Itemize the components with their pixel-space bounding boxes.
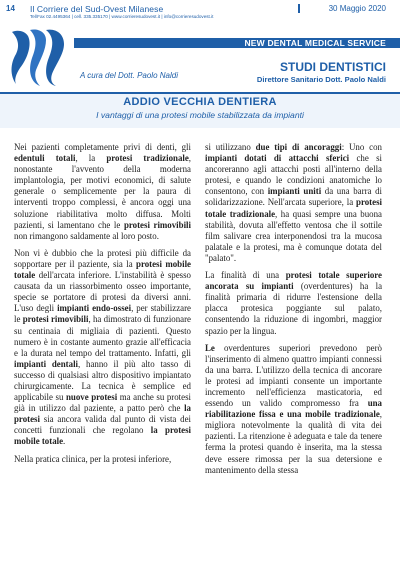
issue-date: 30 Maggio 2020 bbox=[328, 4, 386, 13]
bold-text: impianti dotati di attacchi sferici bbox=[205, 153, 350, 164]
paragraph bbox=[205, 142, 382, 264]
bold-text: Le bbox=[205, 342, 215, 353]
bold-text: protesi rimovibili bbox=[123, 219, 191, 230]
text: La finalità di una bbox=[205, 270, 286, 281]
text: , ha dimostrato di funzionare su centinaia di migliaia di pazienti. Questo numero è in costante aumento grazie all'efficacia e la durata nel tempo del trattamento. Infatti, gli bbox=[14, 314, 191, 358]
text: , migliora notevolmente la qualità di vita dei pazienti. La ritenzione è adeguata e tale da tenere ferma la protesi quando è inserita, ma la stessa deve essere rimossa per la sua detersione e mantenimento della stessa bbox=[205, 409, 382, 475]
article-headline: ADDIO VECCHIA DENTIERA bbox=[123, 96, 277, 108]
text: (overdentures) ha la finalità primaria di ridurre l'estensione della placca protesica poggiante sul palato, consentendo la riduzione di ingombri, maggior spazio per la lingua. bbox=[205, 281, 383, 336]
text: ma anche su protesi già in utilizzo dal paziente, a patto però che bbox=[14, 392, 191, 414]
bold-text: protesi tradizionale bbox=[106, 153, 189, 164]
text: Non vi è dubbio che la protesi più difficile da sopportare per il paziente, sia la bbox=[14, 247, 191, 269]
bold-text: protesi mobile totale bbox=[14, 258, 191, 281]
text: che si ancoreranno agli attacchi posti all'interno della protesi, e quando le condizioni anatomiche lo consentono, con bbox=[205, 153, 382, 197]
paragraph bbox=[14, 248, 191, 448]
director-line: Direttore Sanitario Dott. Paolo Naldi bbox=[256, 75, 386, 84]
masthead-divider bbox=[298, 4, 300, 13]
bold-text: una riabilitazione fissa e una mobile tradizionale bbox=[205, 398, 382, 420]
bold-text: nuove protesi bbox=[65, 392, 118, 403]
text: , nonostante l'avvento della moderna implantologia, per motivi economici, di salute generale o semplicemente per la paura di interventi troppo complessi, è ancora oggi una soluzione riabilitativa molto diffusa. Molti pazienti, si lamentano che le bbox=[14, 153, 192, 230]
bold-text: due tipi di ancoraggi bbox=[255, 142, 342, 152]
studi-title: STUDI DENTISTICI bbox=[279, 60, 386, 74]
bold-text: protesi totale tradizionale bbox=[205, 197, 382, 219]
text: , hanno il più alto tasso di successo di qualsiasi altro dispositivo impiantato chirurgicamente. La tecnica è semplice ed applicabile su bbox=[14, 358, 191, 403]
paragraph bbox=[205, 343, 382, 476]
text: si utilizzano bbox=[205, 142, 256, 152]
article-column-left bbox=[14, 142, 191, 471]
curated-by: A cura del Dott. Paolo Naldi bbox=[80, 71, 178, 80]
bold-text: protesi totale superiore ancorata su impianti bbox=[205, 270, 382, 292]
text: . bbox=[63, 436, 66, 447]
paragraph bbox=[14, 142, 191, 242]
article-column-right bbox=[205, 142, 382, 482]
text: , ha quasi sempre una buona stabilità, dovuta all'effetto ventosa che il sottile film salivare crea interponendosi tra la mucosa palatale e la protesi, ma è comunque dotata del "palato". bbox=[205, 208, 382, 263]
text: : Uno con bbox=[341, 142, 382, 152]
banner-title: NEW DENTAL MEDICAL SERVICE bbox=[244, 38, 386, 48]
text: sia ancora valida dal punto di vista dei concetti funzionali che regolano bbox=[14, 414, 191, 436]
bold-text: edentuli totali bbox=[14, 153, 76, 164]
text: , la bbox=[75, 153, 107, 164]
article-subhead: I vantaggi di una protesi mobile stabilizzata da impianti bbox=[96, 110, 304, 120]
bold-text: impianti uniti bbox=[267, 186, 322, 197]
bold-text: protesi rimovibili bbox=[22, 314, 89, 325]
text: non rimangono saldamente al loro posto. bbox=[14, 230, 159, 241]
bold-text: impianti dentali bbox=[14, 358, 78, 369]
section-banner bbox=[74, 38, 400, 48]
contact-line: Tel/Fax 02.4495364 | cell. 335.335170 | www.corrieresudovest.it | info@corrieresudovest.it bbox=[30, 14, 214, 19]
paragraph: Nella pratica clinica, per la protesi inferiore, bbox=[14, 453, 172, 464]
text: , per stabilizzare le bbox=[14, 303, 191, 325]
text: overdentures superiori prevedono però l'inserimento di almeno quattro impianti connessi da una barra. L'utilizzo della tecnica di ancorare le protesi ad impianti consente un importante incremento nell'efficienza masticatoria, ed essendo un valido compromesso fra bbox=[205, 342, 382, 409]
paragraph bbox=[205, 270, 382, 337]
bold-text: la protesi bbox=[14, 403, 191, 425]
bold-text: impianti endo-ossei bbox=[57, 303, 132, 314]
newspaper-name: Il Corriere del Sud-Ovest Milanese bbox=[30, 4, 164, 14]
bold-text: la protesi mobile totale bbox=[14, 425, 192, 447]
text: Nei pazienti completamente privi di denti, gli bbox=[14, 142, 191, 152]
tooth-logo-icon bbox=[6, 24, 70, 88]
text: dell'arcata inferiore. L'instabilità è spesso causata da un riassorbimento osseo importante, specie se portatore di protesi da diversi anni. L'uso degli bbox=[14, 270, 191, 314]
text: da una barra di solidarizzazione. Nell'arcata superiore, la bbox=[205, 186, 382, 208]
page-number: 14 bbox=[6, 4, 15, 13]
